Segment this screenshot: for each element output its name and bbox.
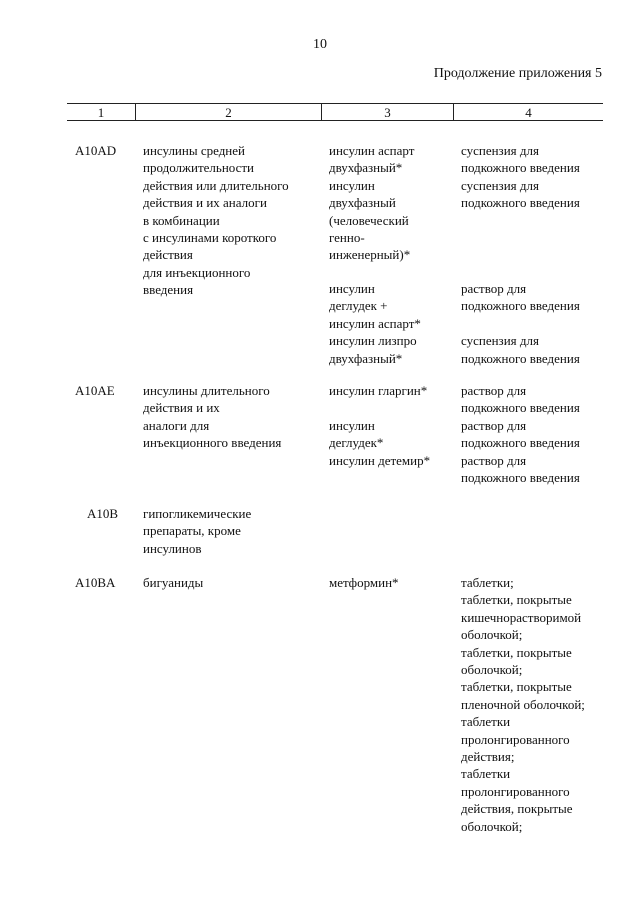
dosage-form-line: суспензия для — [461, 143, 539, 158]
drug-name-line: двухфазный* — [329, 350, 403, 366]
column-header-1: 1 — [97, 105, 105, 120]
dosage-form-line: пролонгированного — [461, 731, 570, 747]
dosage-form-line: действия, покрытые — [461, 801, 573, 817]
group-name — [143, 505, 323, 557]
drug-name-line: инженерный)* — [329, 247, 411, 263]
dosage-form-line: раствор для — [461, 417, 527, 433]
drug-name-line: метформин* — [329, 575, 399, 590]
dosage-form-line: таблетки, покрытые — [461, 592, 572, 608]
column-header-4: 4 — [453, 104, 603, 121]
dosage-form-line: действия; — [461, 749, 515, 765]
group-name — [143, 574, 323, 591]
dosage-form-line: раствор для — [461, 383, 527, 398]
group-line: действия — [143, 247, 193, 263]
drug-name-line: инсулин аспарт — [329, 143, 415, 158]
drug-name-line: инсулин аспарт* — [329, 315, 421, 331]
group-line: бигуаниды — [143, 575, 204, 590]
dosage-form-line: таблетки; — [461, 575, 514, 590]
group-line: гипогликемические — [143, 506, 252, 521]
dosage-forms — [461, 574, 621, 835]
page-number: 10 — [313, 37, 327, 52]
dosage-form-line: подкожного введения — [461, 298, 580, 314]
dosage-form-line: таблетки, покрытые — [461, 679, 572, 695]
dosage-form-line: раствор для — [461, 281, 527, 296]
drug-name-line: генно- — [329, 230, 365, 246]
drug-names — [329, 382, 457, 469]
drug-names — [329, 574, 457, 591]
atc-code: A10BA — [75, 575, 116, 590]
atc-code: A10B — [87, 506, 119, 521]
drug-names — [329, 280, 457, 367]
group-line: введения — [143, 282, 194, 298]
dosage-form-line: пролонгированного — [461, 783, 570, 799]
group-line: аналоги для — [143, 417, 210, 433]
drug-name-line: инсулин — [329, 177, 375, 193]
group-name — [143, 142, 323, 299]
table-header — [67, 103, 603, 121]
atc-code: A10AD — [75, 143, 117, 158]
dosage-form-line: подкожного введения — [461, 160, 580, 176]
group-line: действия или длительного — [143, 177, 289, 193]
dosage-form-line: оболочкой; — [461, 627, 523, 643]
dosage-form-line: пленочной оболочкой; — [461, 696, 585, 712]
continuation-heading: Продолжение приложения 5 — [433, 66, 602, 81]
dosage-form-line: суспензия для — [461, 333, 539, 349]
dosage-form-line: подкожного введения — [461, 470, 580, 486]
group-line: инсулинов — [143, 540, 202, 556]
drug-name-line: инсулин гларгин* — [329, 383, 428, 398]
drug-name-line: двухфазный* — [329, 160, 403, 176]
drug-name-line: (человеческий — [329, 212, 409, 228]
drug-name-line: инсулин — [329, 281, 375, 296]
group-line: для инъекционного — [143, 264, 251, 280]
drug-name-line: деглудек + — [329, 298, 388, 314]
group-line: действия и их — [143, 400, 220, 416]
dosage-form-line: раствор для — [461, 452, 527, 468]
group-line: инсулины длительного — [143, 383, 270, 398]
dosage-form-line: подкожного введения — [461, 435, 580, 451]
group-line: инсулины средней — [143, 143, 245, 158]
spacer — [329, 399, 457, 416]
group-line: инъекционного введения — [143, 435, 282, 451]
atc-code: A10AE — [75, 383, 115, 398]
group-line: препараты, кроме — [143, 523, 241, 539]
drug-name-line: инсулин лизпро — [329, 333, 417, 349]
column-header-3: 3 — [321, 104, 453, 121]
dosage-form-line: оболочкой; — [461, 818, 523, 834]
dosage-form-line: таблетки — [461, 714, 511, 730]
dosage-form-line: кишечнорастворимой — [461, 609, 582, 625]
dosage-form-line: таблетки, покрытые — [461, 644, 572, 660]
column-header-2: 2 — [135, 104, 321, 121]
dosage-form-line: таблетки — [461, 766, 511, 782]
drug-name-line: деглудек* — [329, 435, 384, 451]
group-name — [143, 382, 323, 452]
group-line: в комбинации — [143, 212, 220, 228]
drug-names — [329, 142, 457, 264]
dosage-form-line: оболочкой; — [461, 662, 523, 678]
drug-name-line: инсулин детемир* — [329, 452, 431, 468]
drug-name-line: двухфазный — [329, 195, 396, 211]
spacer — [461, 315, 621, 332]
dosage-form-line: подкожного введения — [461, 195, 580, 211]
drug-name-line: инсулин — [329, 417, 375, 433]
dosage-forms — [461, 142, 621, 212]
dosage-form-line: подкожного введения — [461, 400, 580, 416]
dosage-form-line: суспензия для — [461, 177, 539, 193]
group-line: продолжительности — [143, 160, 255, 176]
group-line: действия и их аналоги — [143, 195, 267, 211]
group-line: с инсулинами короткого — [143, 230, 277, 246]
dosage-forms — [461, 280, 621, 367]
dosage-form-line: подкожного введения — [461, 350, 580, 366]
dosage-forms — [461, 382, 621, 486]
